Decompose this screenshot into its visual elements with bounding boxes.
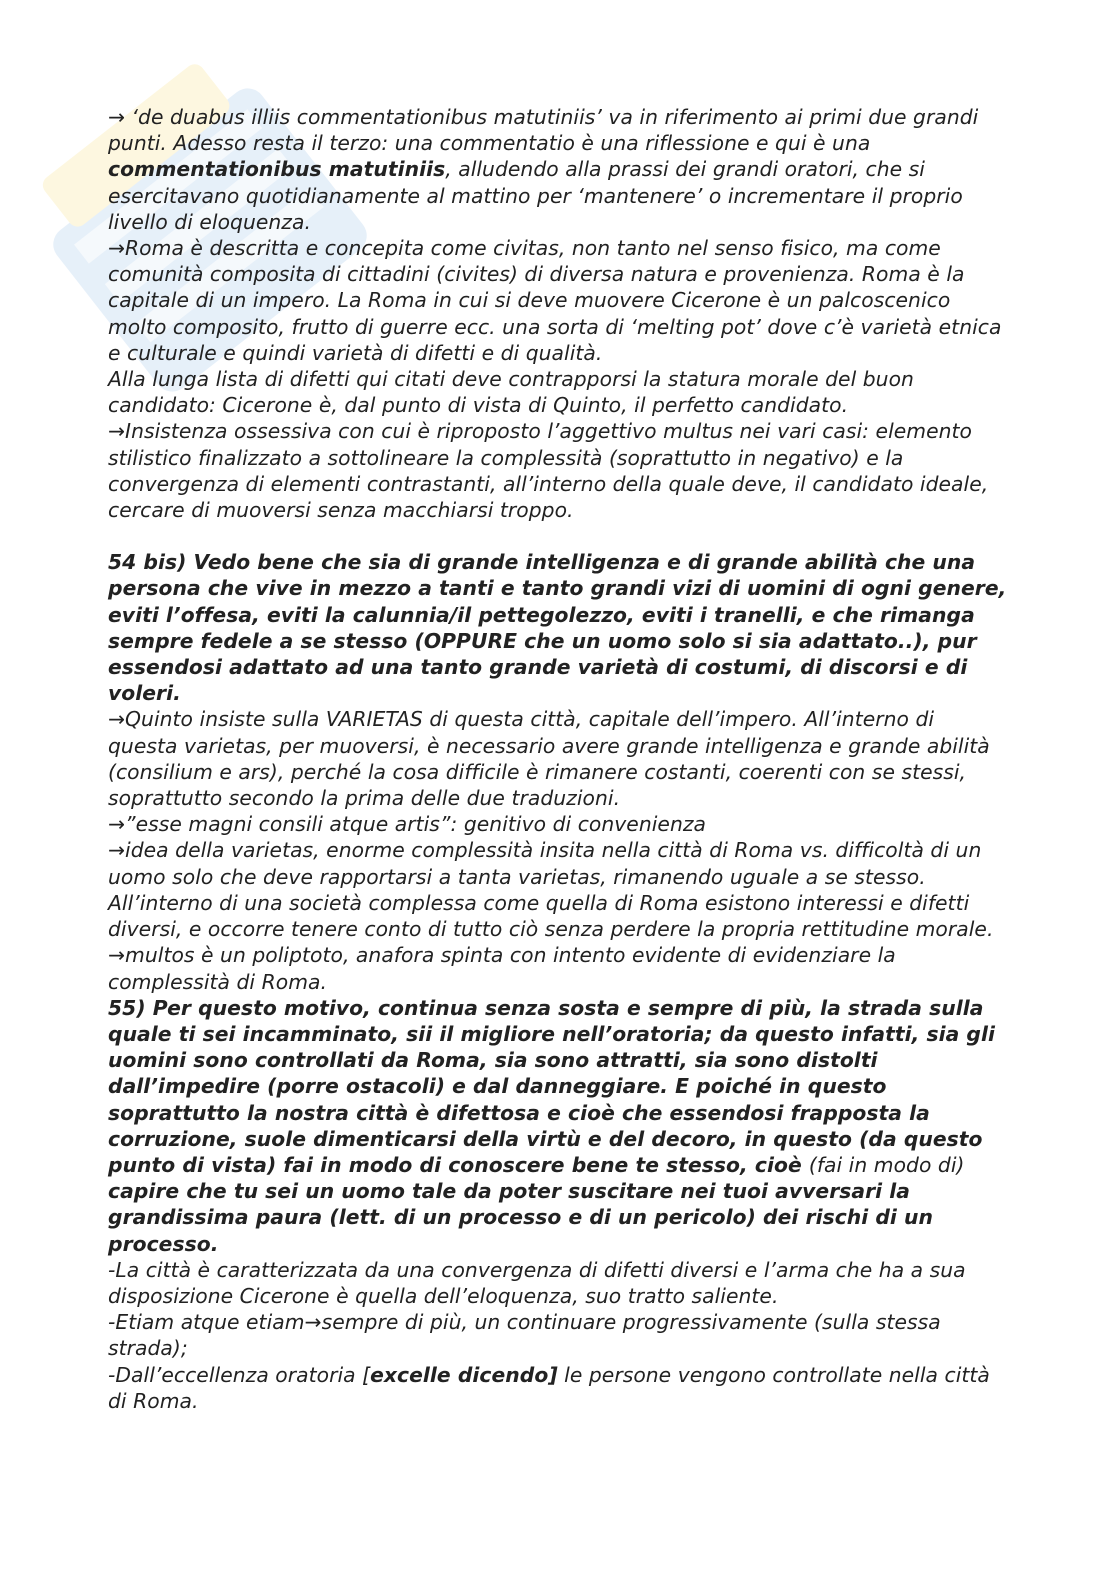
paragraph-p6 [108, 706, 1008, 811]
paragraph-p9 [108, 942, 1008, 994]
paragraph-p11 [108, 1257, 1008, 1309]
paragraph-p3 [108, 366, 1008, 418]
paragraph-p10 [108, 995, 1008, 1257]
text-segment: → ‘de duabus illiis commentationibus matutiniis’ va in riferimento ai primi due grandi punti. Adesso resta il terzo: una commentatio è una riflessione e qui è una [108, 105, 979, 156]
bold-text-segment: capire che tu sei un uomo tale da poter suscitare nei tuoi avversari la grandissima paura (lett. di un processo e di un pericolo) dei rischi di un processo. [108, 1179, 934, 1256]
text-segment: , alludendo alla prassi dei grandi oratori, che si esercitavano quotidianamente al mattino per ‘mantenere’ o incrementare il proprio livello di eloquenza. [108, 157, 963, 234]
bold-text-segment: commentationibus matutiniis [108, 157, 446, 182]
text-segment: →”esse magni consili atque artis”: genitivo di convenienza [108, 812, 707, 837]
text-segment: →multos è un poliptoto, anafora spinta con intento evidente di evidenziare la complessità di Roma. [108, 943, 896, 994]
bold-text-segment: 54 bis) Vedo bene che sia di grande intelligenza e di grande abilità che una persona che vive in mezzo a tanti e tanto grandi vizi di uomini di ogni genere, eviti l’offesa, eviti la calunnia/il pettegolezzo, eviti i tranelli, e che rimanga sempre fedele a se stesso (OPPURE che un uomo solo si sia adattato..), pur essendosi adattato ad una tanto grande varietà di costumi, di discorsi e di voleri. [108, 550, 1007, 706]
text-segment: -La città è caratterizzata da una convergenza di difetti diversi e l’arma che ha a sua disposizione Cicerone è quella dell’eloquenza, suo tratto saliente. [108, 1257, 966, 1308]
paragraph-p13 [108, 1362, 1008, 1414]
text-segment: →Roma è descritta e concepita come civitas, non tanto nel senso fisico, ma come comunità composita di cittadini (civites) di diversa natura e provenienza. Roma è la capitale di un impero. La Roma in cui si deve muovere Cicerone è un palcoscenico molto composito, frutto di guerre ecc. una sorta di ‘melting pot’ dove c’è varietà etnica e culturale e quindi varietà di difetti e di qualità. [108, 236, 1002, 365]
text-segment: Alla lunga lista di difetti qui citati deve contrapporsi la statura morale del buon candidato: Cicerone è, dal punto di vista di Quinto, il perfetto candidato. [108, 367, 914, 418]
document-body [108, 104, 1008, 1414]
blank-line [108, 523, 1008, 549]
text-segment: -Etiam atque etiam→sempre di più, un continuare progressivamente (sulla stessa strada); [108, 1310, 941, 1361]
text-segment: -Dall’eccellenza oratoria [ [108, 1362, 371, 1387]
paragraph-p2 [108, 235, 1008, 366]
paragraph-p8 [108, 837, 1008, 942]
text-segment: (fai in modo di) [808, 1152, 965, 1177]
paragraph-p5 [108, 549, 1008, 706]
paragraph-p1 [108, 104, 1008, 235]
paragraph-p12 [108, 1309, 1008, 1361]
text-segment: le persone vengono controllate nella città di Roma. [108, 1362, 990, 1413]
bold-text-segment: excelle dicendo] [370, 1362, 558, 1387]
text-segment: →Insistenza ossessiva con cui è riproposto l’aggettivo multus nei vari casi: elemento stilistico finalizzato a sottolineare la complessità (soprattutto in negativo) e la convergenza di elementi contrastanti, all’interno della quale deve, il candidato ideale, cercare di muoversi senza macchiarsi troppo. [108, 419, 989, 523]
text-segment: →idea della varietas, enorme complessità insita nella città di Roma vs. difficoltà di un uomo solo che deve rapportarsi a tanta varietas, rimanendo uguale a se stesso. All’interno di una società complessa come quella di Roma esistono interessi e difetti diversi, e occorre tenere conto di tutto ciò senza perdere la propria rettitudine morale. [108, 838, 994, 942]
paragraph-p7 [108, 811, 1008, 837]
paragraph-p4 [108, 418, 1008, 523]
bold-text-segment: 55) Per questo motivo, continua senza sosta e sempre di più, la strada sulla quale ti sei incamminato, sii il migliore nell’oratoria; da questo infatti, sia gli uomini sono controllati da Roma, sia sono attratti, sia sono distolti dall’impedire (porre ostacoli) e dal danneggiare. E poiché in questo soprattutto la nostra città è difettosa e cioè che essendosi frapposta la corruzione, suole dimenticarsi della virtù e del decoro, in questo (da questo punto di vista) fai in modo di conoscere bene te stesso, cioè [108, 995, 995, 1177]
text-segment: →Quinto insiste sulla VARIETAS di questa città, capitale dell’impero. All’interno di questa varietas, per muoversi, è necessario avere grande intelligenza e grande abilità (consilium e ars), perché la cosa difficile è rimanere costanti, coerenti con se stessi, soprattutto secondo la prima delle due traduzioni. [108, 707, 990, 811]
